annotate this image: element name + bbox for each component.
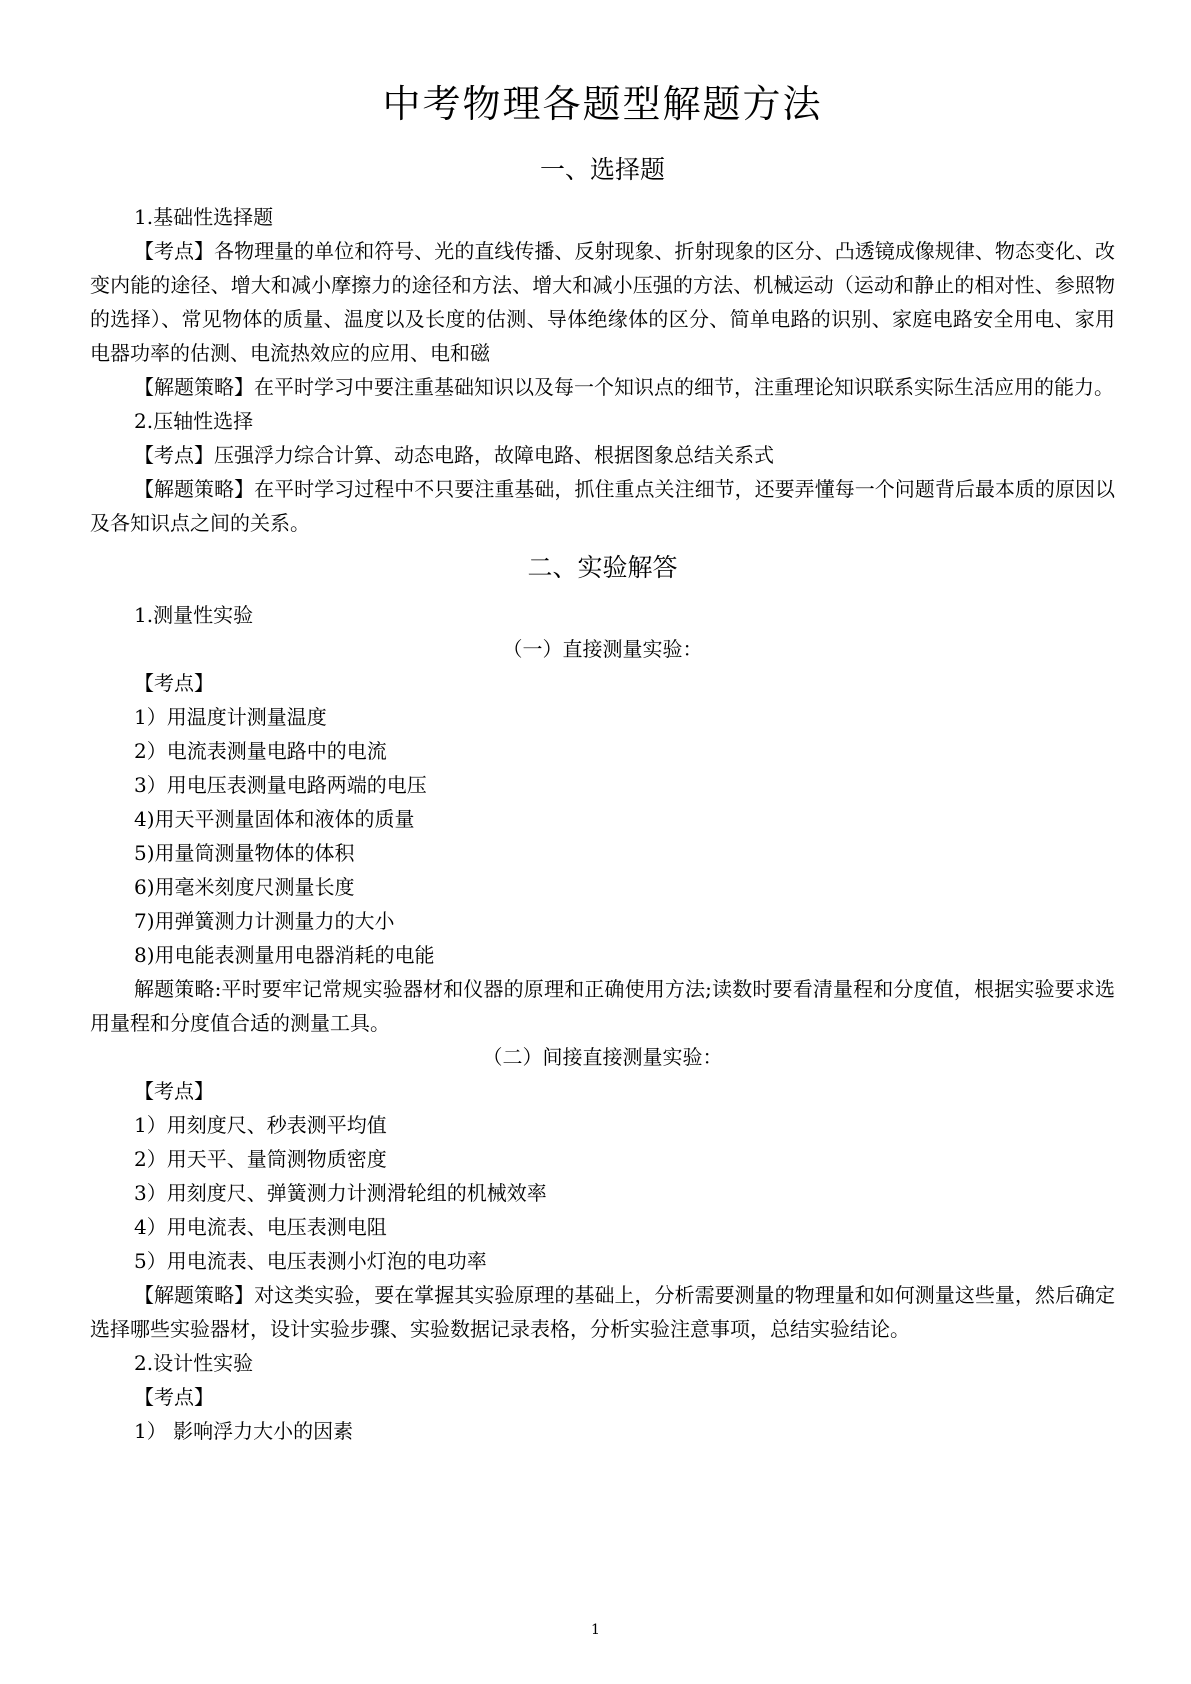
part-heading-measurement: 1.测量性实验: [134, 603, 254, 627]
kaodian-label-indirect: 【考点】: [134, 1079, 214, 1103]
strategy-final-choice: 【解题策略】在平时学习过程中不只要注重基础，抓住重点关注细节，还要弄懂每一个问题背后最本质的原因以及各知识点之间的关系。: [90, 477, 1115, 535]
list-item: 5)用量筒测量物体的体积: [134, 841, 355, 865]
strategy-basic-choice: 【解题策略】在平时学习中要注重基础知识以及每一个知识点的细节，注重理论知识联系实际生活应用的能力。: [134, 375, 1114, 399]
list-item: 5）用电流表、电压表测小灯泡的电功率: [134, 1249, 487, 1273]
part-heading-final-choice: 2.压轴性选择: [134, 409, 254, 433]
kaodian-label-direct: 【考点】: [134, 671, 214, 695]
list-item: 1） 影响浮力大小的因素: [134, 1419, 354, 1443]
strategy-direct: 解题策略:平时要牢记常规实验器材和仪器的原理和正确使用方法;读数时要看清量程和分度值，根据实验要求选用量程和分度值合适的测量工具。: [90, 977, 1115, 1035]
list-item: 4)用天平测量固体和液体的质量: [134, 807, 415, 831]
list-item: 7)用弹簧测力计测量力的大小: [134, 909, 395, 933]
list-item: 1）用温度计测量温度: [134, 705, 327, 729]
list-item: 4）用电流表、电压表测电阻: [134, 1215, 387, 1239]
section-heading-experiment: 二、实验解答: [527, 553, 678, 582]
list-item: 3）用刻度尺、弹簧测力计测滑轮组的机械效率: [134, 1181, 547, 1205]
part-heading-basic-choice: 1.基础性选择题: [134, 205, 274, 229]
page-number: 1: [591, 1622, 600, 1638]
kaodian-basic-choice: 【考点】各物理量的单位和符号、光的直线传播、反射现象、折射现象的区分、凸透镜成像规律、物态变化、改变内能的途径、增大和减小摩擦力的途径和方法、增大和减小压强的方法、机械运动（运动和静止的相对性、参照物的选择）、常见物体的质量、温度以及长度的估测、导体绝缘体的区分、简单电路的识别、家庭电路安全用电、家用电器功率的估测、电流热效应的应用、电和磁: [90, 239, 1115, 365]
list-item: 1）用刻度尺、秒表测平均值: [134, 1113, 387, 1137]
subsection-heading-indirect: （二）间接直接测量实验：: [482, 1045, 723, 1069]
list-item: 2）用天平、量筒测物质密度: [134, 1147, 387, 1171]
document-title: 中考物理各题型解题方法: [382, 82, 823, 126]
list-item: 2）电流表测量电路中的电流: [134, 739, 387, 763]
kaodian-label-design: 【考点】: [134, 1385, 214, 1409]
list-item: 3）用电压表测量电路两端的电压: [134, 773, 427, 797]
kaodian-final-choice: 【考点】压强浮力综合计算、动态电路，故障电路、根据图象总结关系式: [134, 443, 774, 467]
part-heading-design: 2.设计性实验: [134, 1351, 254, 1375]
subsection-heading-direct: （一）直接测量实验：: [502, 637, 703, 661]
list-item: 6)用毫米刻度尺测量长度: [134, 875, 355, 899]
list-item: 8)用电能表测量用电器消耗的电能: [134, 943, 435, 967]
section-heading-choice: 一、选择题: [539, 155, 665, 184]
strategy-indirect: 【解题策略】对这类实验，要在掌握其实验原理的基础上，分析需要测量的物理量和如何测量这些量，然后确定选择哪些实验器材，设计实验步骤、实验数据记录表格，分析实验注意事项，总结实验结论。: [90, 1283, 1115, 1341]
